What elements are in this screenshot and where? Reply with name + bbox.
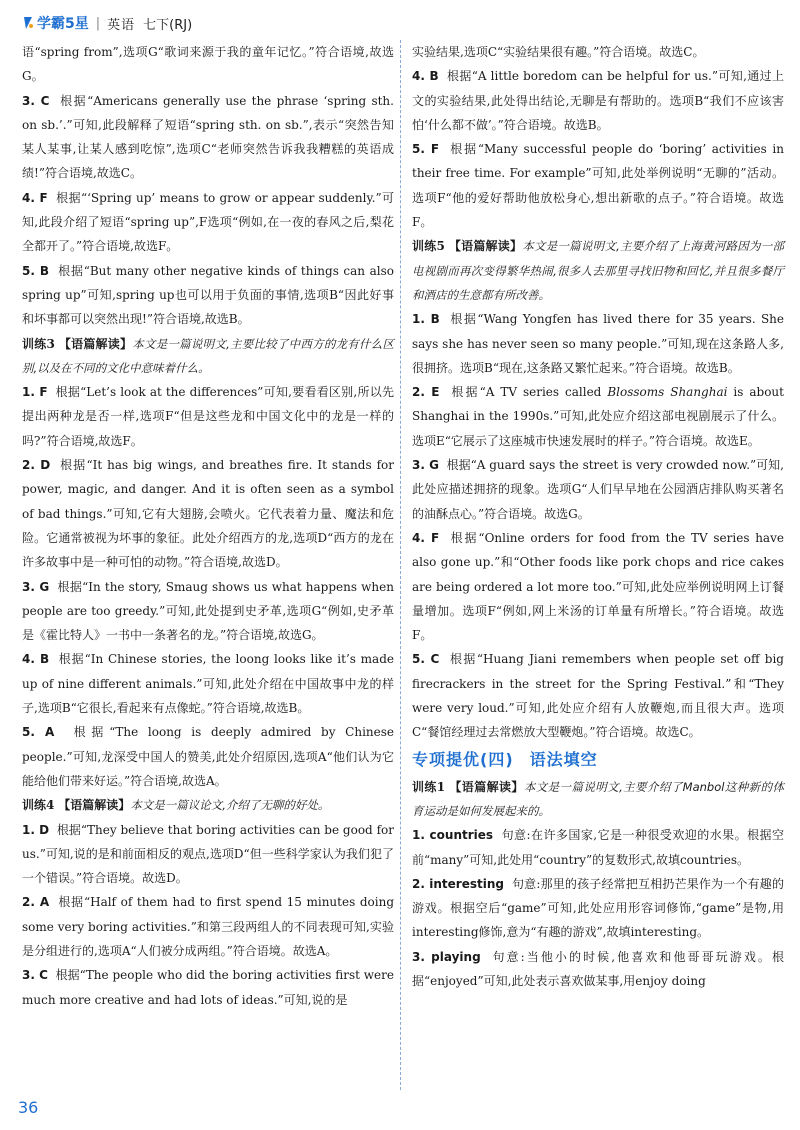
answer-text-post: is about Shanghai in the 1990s.”可知,此处应介绍这部电视剧展示了什么。选项E“它展示了这座城市快速发展时的样子。”符合语境。故选E。 — [412, 385, 784, 448]
brand-mark-icon — [22, 16, 34, 30]
answer-text: 根据“Huang Jiani remembers when people set off big firecrackers in the street for the Spring Festival.”和“They were very loud.”可知,此处应介绍有人放鞭炮,而且很大声。选项C“餐馆经理过去常燃放大型鞭炮。”符合语境。故选C。 — [412, 652, 784, 740]
answer-item — [412, 137, 784, 234]
answer-item — [22, 89, 394, 186]
answer-number: 2. A — [22, 895, 50, 910]
training-heading — [412, 775, 784, 824]
brand-logo — [22, 13, 89, 33]
training-label: 训练1 — [412, 779, 446, 794]
answer-text: 根据“Wang Yongfen has lived there for 35 years. She says she has never seen so many people.”可知,现在这条路人多,很拥挤。选项B“现在,这条路又繁忙起来。”符合语境。故选B。 — [412, 312, 785, 375]
answer-item — [412, 872, 784, 945]
answer-text: 根据“But many other negative kinds of things can also spring up”可知,spring up也可以用于负面的事情,选项B“因此好事和坏事都可以突然出现!”符合语境,故选B。 — [22, 263, 394, 327]
section-title-main: 专项提优(四) — [412, 749, 514, 769]
answer-number: 4. F — [412, 530, 440, 545]
answer-number: 5. C — [412, 652, 440, 667]
answer-number: 3. playing — [412, 949, 481, 964]
answer-item — [22, 186, 394, 259]
answer-item — [412, 64, 784, 137]
training-heading — [22, 793, 394, 817]
column-divider — [400, 40, 401, 1090]
header-grade: 七下(RJ) — [143, 17, 193, 33]
answer-text: 根据“‘Spring up’ means to grow or appear suddenly.”可知,此段介绍了短语“spring up”,F选项“例如,在一夜的春风之后,梨花全都开了。”符合语境,故选F。 — [22, 190, 394, 254]
answer-number: 2. interesting — [412, 876, 504, 891]
page-number: 36 — [18, 1098, 39, 1117]
answer-item — [22, 380, 394, 453]
answer-number: 4. B — [22, 652, 50, 667]
continued-text: 实验结果,选项C“实验结果很有趣。”符合语境。故选C。 — [412, 45, 705, 59]
answer-text: 句意:在许多国家,它是一种很受欢迎的水果。根据空前“many”可知,此处用“country”的复数形式,故填countries。 — [412, 828, 784, 867]
passage-analysis-tag: 【语篇解读】 — [448, 239, 523, 254]
passage-analysis-tag: 【语篇解读】 — [449, 779, 524, 794]
answer-text: 根据“It has big wings, and breathes fire. It stands for power, magic, and danger. And it is often seen as a symbol of bad things.”可知,它有大翅膀,会喷火。它代表着力量、魔法和危险。它通常被视为坏事的象征。此处介绍西方的龙,选项D“西方的龙在许多故事中是一种可怕的动物。”符合语境,故选D。 — [22, 458, 394, 570]
answer-item — [412, 307, 784, 380]
answer-item — [22, 259, 394, 332]
answer-item — [22, 575, 394, 648]
answer-item — [412, 823, 784, 872]
left-column — [22, 40, 394, 1012]
answer-number: 2. D — [22, 458, 51, 473]
answer-text: 根据“Let’s look at the differences”可知,要看看区别,所以先提出两种龙是否一样,选项F“但是这些龙和中国文化中的龙是一样的吗?”符合语境,故选F。 — [22, 385, 394, 448]
answer-text: 根据“Online orders for food from the TV series have also gone up.”和“Other foods like pork chops and rice cakes are being ordered a lot more too.”可知,此处应举例说明网上订餐量增加。选项F“例如,网上米汤的订单量有所增长。”符合语境。故选F。 — [412, 530, 784, 643]
answer-text: 句意:当他小的时候,他喜欢和他哥哥玩游戏。根据“enjoyed”可知,此处表示喜欢做某事,用enjoy doing — [412, 949, 784, 988]
answer-item — [412, 526, 784, 647]
answer-text: 根据“A guard says the street is very crowded now.”可知,此处应描述拥挤的现象。选项G“人们早早地在公园酒店排队购买著名的油酥点心。”符合语境。故选G。 — [412, 458, 784, 521]
training-label: 训练5 — [412, 239, 445, 254]
passage-description: 本文是一篇议论文,介绍了无聊的好处。 — [130, 798, 330, 813]
answer-number: 3. C — [22, 93, 50, 108]
passage-description: 本文是一篇说明文,主要介绍了Manbol这种新的体育运动是如何发展起来的。 — [412, 779, 784, 818]
answer-item — [412, 945, 784, 994]
answer-number: 2. E — [412, 385, 440, 400]
answer-item — [412, 453, 784, 526]
answer-item — [22, 647, 394, 720]
answer-item — [22, 720, 394, 793]
answer-item — [412, 380, 784, 453]
section-title-sub: 语法填空 — [529, 749, 598, 769]
answer-number: 1. F — [22, 385, 48, 400]
answer-number: 1. D — [22, 822, 50, 837]
answer-text: 根据“They believe that boring activities can be good for us.”可知,说的是和前面相反的观点,选项D“但一些科学家认为我们犯了一个错误。”符合语境。故选D。 — [22, 822, 394, 886]
brand-name: 学霸5星 — [37, 16, 89, 32]
section-title — [412, 745, 784, 775]
header-separator: | — [95, 15, 101, 31]
answer-text: 句意:那里的孩子经常把互相扔芒果作为一个有趣的游戏。根据空后“game”可知,此处应用形容词修饰,“game”是物,用interesting修饰,意为“有趣的游戏”,故填interesting。 — [412, 876, 784, 940]
answer-item — [22, 818, 394, 891]
answer-number: 1. B — [412, 312, 440, 327]
answer-text: 根据“The people who did the boring activities first were much more creative and had lots of ideas.”可知,说的是 — [22, 968, 394, 1007]
answer-number: 1. countries — [412, 828, 494, 843]
passage-description: 本文是一篇说明文,主要介绍了上海黄河路因为一部电视剧而再次变得繁华热闹,很多人去那里寻找旧物和回忆,并且很多餐厅和酒店的生意都有所改善。 — [412, 239, 784, 302]
answer-item — [22, 963, 394, 1012]
answer-number: 5. B — [22, 263, 49, 278]
answer-item — [412, 647, 784, 744]
answer-item — [22, 890, 394, 963]
passage-analysis-tag: 【语篇解读】 — [58, 336, 133, 351]
answer-number: 3. C — [22, 968, 48, 983]
answer-number: 5. A — [22, 725, 55, 740]
training-heading — [22, 332, 394, 381]
training-label: 训练3 — [22, 336, 55, 351]
answer-text: 根据“In the story, Smaug shows us what happens when people are too greedy.”可知,此处提到史矛革,选项G“例如,史矛革是《霍比特人》一书中一条著名的龙。”符合语境,故选G。 — [22, 579, 394, 643]
answer-number: 4. B — [412, 69, 439, 84]
answer-text: 根据“A little boredom can be helpful for us.”可知,通过上文的实验结果,此处得出结论,无聊是有帮助的。选项B“我们不应该害怕‘什么都不做’。”符合语境。故选B。 — [412, 69, 784, 132]
passage-description: 本文是一篇说明文,主要比较了中西方的龙有什么区别,以及在不同的文化中意味着什么。 — [22, 336, 394, 375]
header-subject: 英语 — [107, 17, 136, 33]
answer-text: 根据“Americans generally use the phrase ‘spring sth. on sb.’.”可知,此段解释了短语“spring sth. on sb.”,表示“突然告知某人某事,让某人感到吃惊”,选项C“老师突然告诉我我糟糕的英语成绩!”符合语境,故选C。 — [22, 93, 394, 181]
answer-text: 根据“Half of them had to first spend 15 minutes doing some very boring activities.”和第三段两组人的不同表现可知,实验是分组进行的,选项A“人们被分成两组。”符合语境。故选A。 — [22, 895, 394, 958]
answer-text: 根据“In Chinese stories, the loong looks like it’s made up of nine different animals.”可知,此处介绍在中国故事中龙的样子,选项B“它很长,看起来有点像蛇。”符合语境,故选B。 — [22, 652, 394, 716]
answer-text: 根据“The loong is deeply admired by Chinese people.”可知,龙深受中国人的赞美,此处介绍原因,选项A“他们认为它能给他们带来好运。”符合语境,故选A。 — [22, 725, 395, 788]
tv-series-title: Blossoms Shanghai — [607, 385, 728, 400]
answer-item — [22, 453, 394, 574]
page-header — [22, 10, 778, 36]
training-heading — [412, 234, 784, 307]
answer-text-pre: 根据“A TV series called — [451, 385, 608, 400]
answer-number: 3. G — [412, 458, 439, 473]
answer-text: 根据“Many successful people do ‘boring’ activities in their free time. For example”可知,此处举例说明“无聊的”活动。选项F“他的爱好帮助他放松身心,想出新歌的点子。”符合语境。故选F。 — [412, 142, 784, 230]
continued-text: 语“spring from”,选项G“歌词来源于我的童年记忆。”符合语境,故选G。 — [22, 45, 394, 84]
answer-number: 5. F — [412, 142, 440, 157]
right-column — [412, 40, 784, 993]
passage-analysis-tag: 【语篇解读】 — [58, 798, 131, 813]
answer-number: 3. G — [22, 579, 50, 594]
answer-number: 4. F — [22, 190, 48, 205]
training-label: 训练4 — [22, 798, 55, 813]
